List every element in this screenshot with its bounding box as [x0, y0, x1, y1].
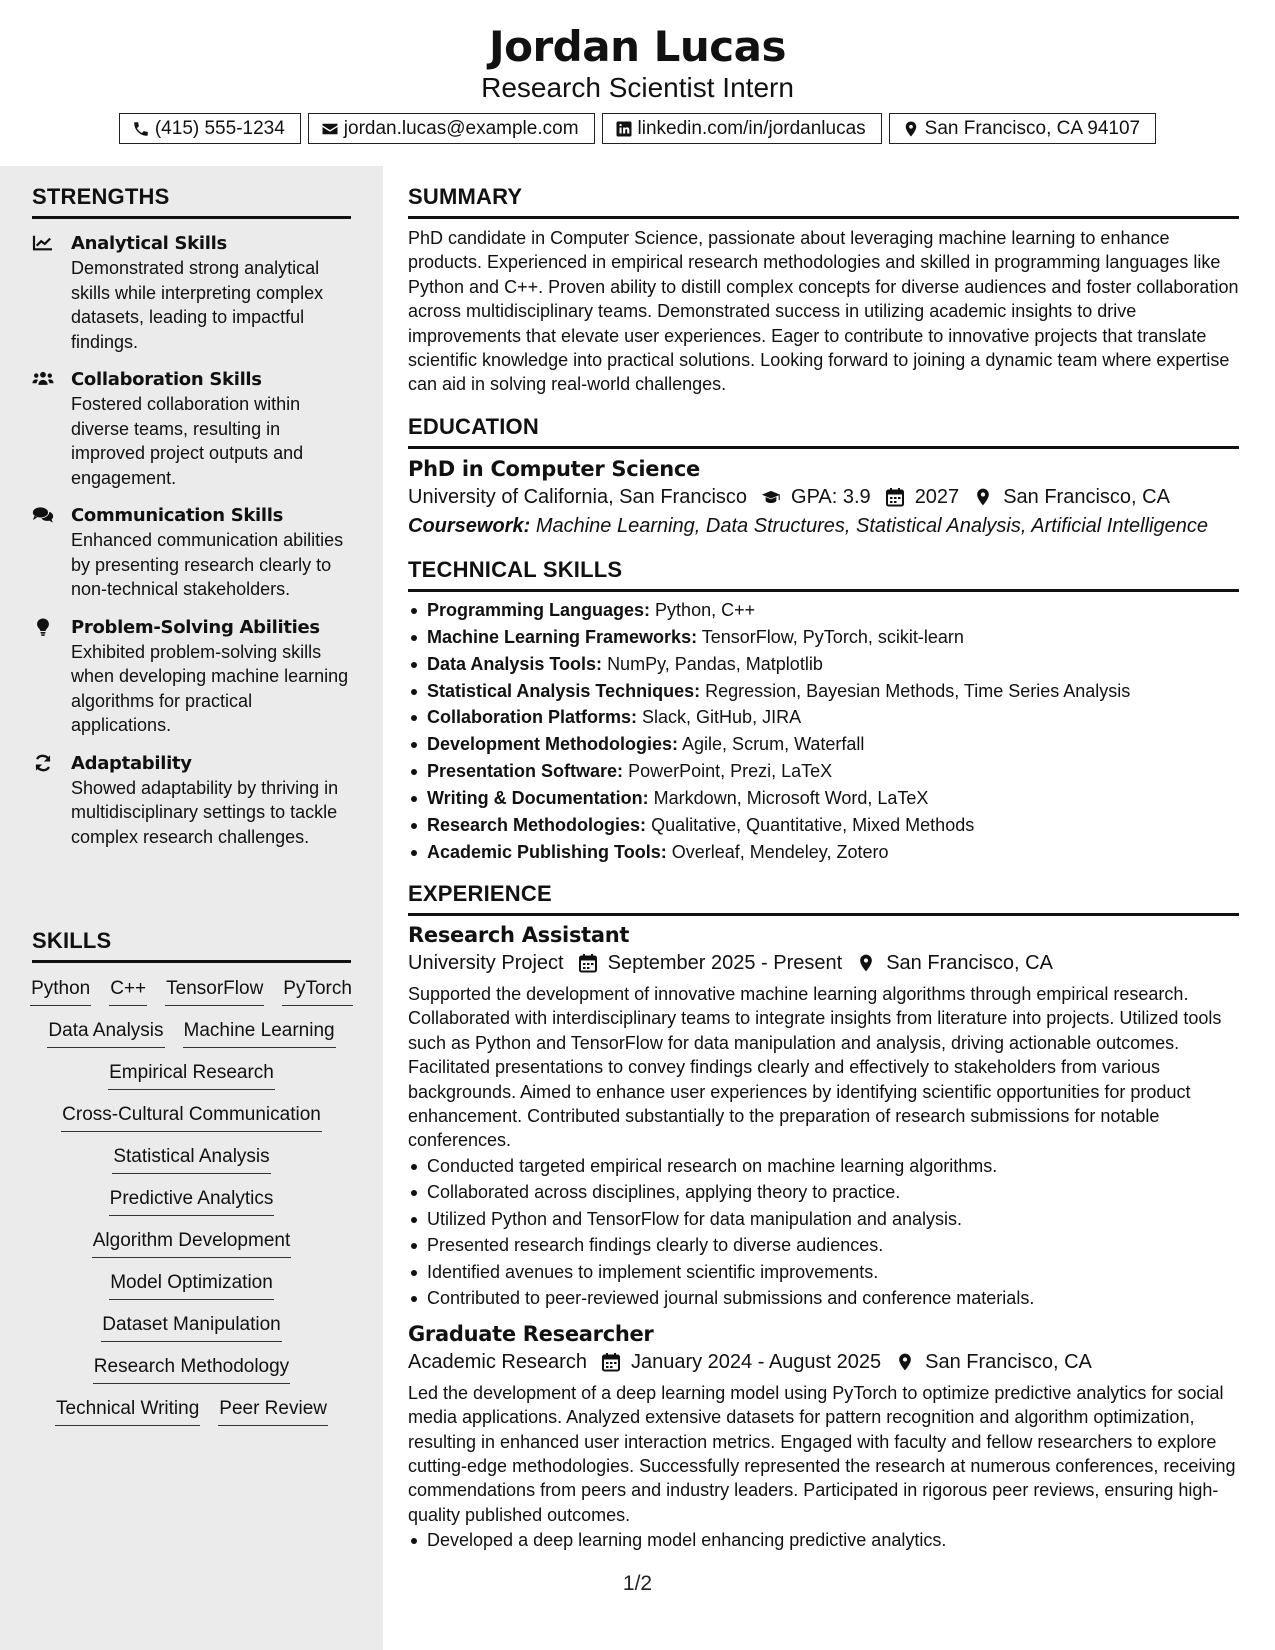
skill-row — [32, 1020, 351, 1048]
skill-values: Slack, GitHub, JIRA — [642, 707, 802, 728]
skill-values: Overleaf, Mendeley, Zotero — [671, 842, 889, 862]
graduation-year: 2027 — [914, 485, 960, 508]
experience-heading: EXPERIENCE — [408, 881, 1239, 916]
contact-phone[interactable] — [119, 113, 301, 144]
map-pin-icon — [895, 1352, 915, 1372]
experience-entry — [408, 923, 1239, 1312]
list-item: Developed a deep learning model enhancing predictive analytics. — [408, 1527, 1239, 1554]
contact-linkedin[interactable] — [602, 113, 882, 144]
envelope-icon — [321, 120, 339, 138]
chart-line-icon — [32, 234, 54, 252]
skill-tag: Research Methodology — [93, 1356, 290, 1384]
skill-row — [32, 1314, 351, 1342]
technical-skills-heading: TECHNICAL SKILLS — [408, 557, 1239, 592]
skill-tag: Peer Review — [218, 1398, 328, 1426]
experience-section — [408, 881, 1239, 1554]
skill-tag: Predictive Analytics — [109, 1188, 275, 1216]
skill-row — [32, 1356, 351, 1384]
skill-tag: C++ — [109, 978, 147, 1006]
skill-category: Development Methodologies: — [427, 734, 679, 755]
job-dates: September 2025 - Present — [607, 951, 843, 974]
list-item: Conducted targeted empirical research on machine learning algorithms. — [408, 1153, 1239, 1180]
main-column — [408, 166, 1239, 1554]
strength-desc: Enhanced communication abilities by presenting research clearly to non-technical stakeholders. — [71, 530, 344, 599]
list-item — [408, 704, 1239, 731]
skill-tag: Algorithm Development — [92, 1230, 291, 1258]
education-heading: EDUCATION — [408, 414, 1239, 449]
degree-title: PhD in Computer Science — [408, 456, 700, 481]
page-number: 1/2 — [622, 1572, 653, 1595]
skill-category: Programming Languages: — [427, 599, 651, 620]
skill-row — [32, 1104, 351, 1132]
calendar-icon — [601, 1352, 621, 1372]
coursework-list: Machine Learning, Data Structures, Statistical Analysis, Artificial Intelligence — [535, 514, 1208, 537]
contact-location-text: San Francisco, CA 94107 — [924, 117, 1141, 139]
job-organization: University Project — [408, 951, 564, 974]
gpa-value: GPA: 3.9 — [791, 485, 871, 508]
list-item: Utilized Python and TensorFlow for data manipulation and analysis. — [408, 1206, 1239, 1233]
school-name: University of California, San Francisco — [408, 485, 748, 508]
skill-values: PowerPoint, Prezi, LaTeX — [628, 761, 833, 782]
job-title: Graduate Researcher — [408, 1321, 654, 1346]
contact-bar — [0, 113, 1275, 144]
job-title: Research Assistant — [408, 922, 630, 947]
education-location: San Francisco, CA — [1003, 485, 1170, 508]
skill-row — [32, 1230, 351, 1258]
skill-values: NumPy, Pandas, Matplotlib — [607, 653, 823, 674]
job-meta — [408, 952, 1239, 975]
phone-icon — [132, 120, 150, 138]
list-item — [408, 731, 1239, 758]
skill-row — [32, 978, 351, 1006]
job-location: San Francisco, CA — [886, 951, 1053, 974]
technical-skills-list — [408, 597, 1239, 866]
list-item — [408, 651, 1239, 678]
strength-item — [32, 615, 351, 738]
list-item — [408, 597, 1239, 624]
list-item — [408, 758, 1239, 785]
skill-category: Writing & Documentation: — [427, 788, 649, 809]
skill-tag: Cross-Cultural Communication — [61, 1104, 322, 1132]
education-section — [408, 414, 1239, 538]
skill-tag: Technical Writing — [55, 1398, 200, 1426]
strength-item — [32, 367, 351, 490]
skill-tag: Machine Learning — [183, 1020, 336, 1048]
skill-category: Machine Learning Frameworks: — [427, 626, 698, 647]
skill-values: Markdown, Microsoft Word, LaTeX — [653, 788, 929, 809]
list-item — [408, 839, 1239, 866]
strengths-section — [32, 184, 351, 849]
skill-values: Python, C++ — [655, 599, 756, 620]
strength-desc: Fostered collaboration within diverse teams, resulting in improved project outputs and engagement. — [71, 394, 304, 488]
skill-tag: Data Analysis — [47, 1020, 164, 1048]
strength-title: Problem-Solving Abilities — [71, 616, 320, 638]
skill-category: Presentation Software: — [427, 761, 624, 782]
job-location: San Francisco, CA — [925, 1350, 1092, 1373]
skill-row — [32, 1272, 351, 1300]
strength-desc: Exhibited problem-solving skills when developing machine learning algorithms for practical applications. — [71, 641, 349, 735]
skills-section — [32, 928, 351, 1426]
strength-title: Analytical Skills — [71, 233, 227, 254]
skill-category: Statistical Analysis Techniques: — [427, 680, 701, 701]
contact-linkedin-text: linkedin.com/in/jordanlucas — [637, 117, 866, 139]
job-bullets — [408, 1153, 1239, 1312]
calendar-icon — [578, 953, 598, 973]
map-pin-icon — [973, 487, 993, 507]
skill-category: Data Analysis Tools: — [427, 653, 603, 674]
experience-entry — [408, 1322, 1239, 1554]
skill-row — [32, 1146, 351, 1174]
skill-values: Qualitative, Quantitative, Mixed Methods — [651, 815, 975, 836]
list-item: Contributed to peer-reviewed journal submissions and conference materials. — [408, 1285, 1239, 1312]
strength-item — [32, 503, 351, 602]
job-dates: January 2024 - August 2025 — [630, 1350, 882, 1373]
contact-location — [889, 113, 1156, 144]
graduation-cap-icon — [761, 487, 781, 507]
job-description: Supported the development of innovative machine learning algorithms through empirical research. Collaborated with interdisciplinary teams to integrate insights from literature into projects. Utilized tools such as Python and TensorFlow for data manipulation and analysis, driving actionable outcomes. Facilitated presentations to convey findings clearly and effectively to stakeholders from various backgrounds. Aimed to enhance user experiences by identifying scientific opportunities for product enhancement. Contributed substantially to the preparation of research submissions for notable conferences. — [408, 983, 1222, 1151]
job-bullets — [408, 1527, 1239, 1554]
skill-tag: Model Optimization — [109, 1272, 274, 1300]
skills-heading: SKILLS — [32, 928, 351, 963]
list-item: Presented research findings clearly to diverse audiences. — [408, 1232, 1239, 1259]
education-meta — [408, 486, 1239, 509]
linkedin-icon — [615, 120, 633, 138]
skill-values: Regression, Bayesian Methods, Time Series Analysis — [705, 680, 1131, 701]
sidebar — [0, 166, 383, 1650]
strength-item — [32, 751, 351, 850]
strength-title: Adaptability — [71, 752, 192, 774]
job-description: Led the development of a deep learning model using PyTorch to optimize predictive analytics for social media applications. Analyzed extensive datasets for pattern recognition and algorithm optimization, resulting in enhanced user interaction metrics. Engaged with faculty and fellow researchers to explore cutting-edge methodologies. Successfully represented the research at numerous conferences, receiving commendations from peers and industry leaders. Participated in rigorous peer reviews, ensuring high-quality published outcomes. — [408, 1382, 1236, 1525]
skill-tag: Python — [30, 978, 91, 1006]
strength-desc: Showed adaptability by thriving in multidisciplinary settings to tackle complex research challenges. — [71, 777, 339, 847]
skill-tag: PyTorch — [282, 978, 353, 1006]
list-item — [408, 812, 1239, 839]
skill-category: Research Methodologies: — [427, 815, 647, 836]
skill-tag: TensorFlow — [165, 978, 264, 1006]
coursework-label: Coursework: — [408, 514, 531, 537]
strengths-heading: STRENGTHS — [32, 184, 351, 219]
users-icon — [32, 370, 54, 388]
skill-row — [32, 1398, 351, 1426]
technical-skills-section — [408, 557, 1239, 866]
strength-title: Collaboration Skills — [71, 369, 262, 390]
job-meta — [408, 1351, 1239, 1374]
list-item: Identified avenues to implement scientific improvements. — [408, 1259, 1239, 1286]
lightbulb-icon — [32, 618, 54, 636]
skill-row — [32, 1062, 351, 1090]
job-organization: Academic Research — [408, 1350, 587, 1373]
strength-item — [32, 231, 351, 354]
skill-category: Academic Publishing Tools: — [427, 842, 667, 862]
skill-tag: Empirical Research — [108, 1062, 275, 1090]
skill-category: Collaboration Platforms: — [427, 707, 638, 728]
strength-title: Communication Skills — [71, 505, 284, 526]
summary-heading: SUMMARY — [408, 184, 1239, 219]
list-item: Collaborated across disciplines, applying theory to practice. — [408, 1179, 1239, 1206]
skill-tag: Dataset Manipulation — [101, 1314, 282, 1342]
skill-values: TensorFlow, PyTorch, scikit-learn — [701, 626, 964, 647]
list-item — [408, 678, 1239, 705]
summary-section — [408, 184, 1239, 397]
map-pin-icon — [902, 120, 920, 138]
resume-header — [0, 0, 1275, 166]
map-pin-icon — [856, 953, 876, 973]
candidate-role: Research Scientist Intern — [481, 72, 794, 103]
list-item — [408, 785, 1239, 812]
comments-icon — [32, 506, 54, 524]
skill-values: Agile, Scrum, Waterfall — [682, 734, 865, 755]
candidate-name: Jordan Lucas — [488, 22, 787, 71]
skill-tag: Statistical Analysis — [112, 1146, 270, 1174]
list-item — [408, 624, 1239, 651]
contact-phone-text: (415) 555-1234 — [154, 117, 285, 139]
contact-email[interactable] — [308, 113, 595, 144]
calendar-icon — [885, 487, 905, 507]
summary-text: PhD candidate in Computer Science, passionate about leveraging machine learning to enhance products. Experienced in empirical research methodologies and skilled in programming languages like Python and C++. Proven ability to distill complex concepts for diverse audiences and foster collaboration across multidisciplinary teams. Demonstrated success in utilizing academic insights to drive improvements that elevate user experiences. Eager to contribute to innovative projects that translate scientific knowledge into practical solutions. Looking forward to joining a dynamic team where expertise can aid in solving real-world challenges. — [408, 228, 1239, 395]
strength-desc: Demonstrated strong analytical skills while interpreting complex datasets, leading to impactful findings. — [71, 258, 324, 352]
skill-row — [32, 1188, 351, 1216]
sync-icon — [32, 754, 54, 772]
coursework-line — [408, 515, 1239, 538]
contact-email-text: jordan.lucas@example.com — [343, 117, 579, 139]
